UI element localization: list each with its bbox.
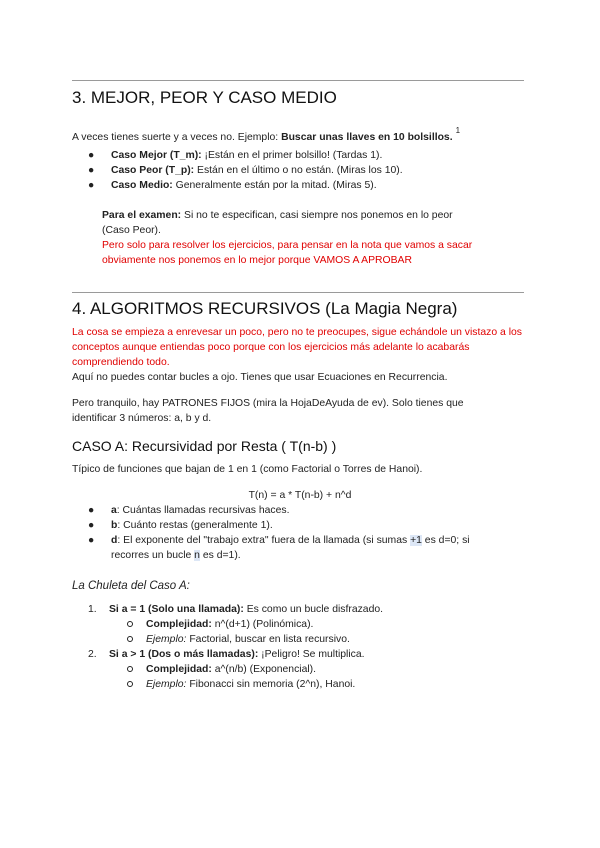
- sub-text: n^(d+1) (Polinómica).: [211, 619, 314, 630]
- sub-text: Fibonacci sin memoria (2^n), Hanoi.: [186, 679, 356, 690]
- bullet-icon: ●: [88, 520, 95, 531]
- item-label: Si a > 1 (Dos o más llamadas):: [109, 649, 259, 660]
- exam-note: [102, 208, 482, 238]
- caso-a-intro: Típico de funciones que bajan de 1 en 1 (como Factorial o Torres de Hanoi).: [72, 464, 423, 475]
- bullet-label: a: [111, 505, 117, 516]
- item-number: 1.: [88, 604, 97, 615]
- item-heading: [109, 647, 509, 662]
- bullet-label: Caso Medio:: [111, 180, 173, 191]
- circle-bullet-icon: [127, 632, 133, 647]
- sub-item: [146, 662, 526, 677]
- bullet-text: es d=0; si recorres un bucle: [111, 535, 470, 561]
- footnote-ref[interactable]: 1: [455, 126, 461, 135]
- bullet-text: es d=1).: [199, 550, 241, 561]
- sub-label: Ejemplo:: [146, 634, 187, 645]
- section-divider: [72, 292, 524, 293]
- recurrence-formula: T(n) = a * T(n-b) + n^d: [248, 490, 352, 501]
- bullet-label: Caso Mejor (T_m):: [111, 150, 202, 161]
- bullet-text: : El exponente del "trabajo extra" fuera de la llamada (si sumas: [117, 535, 411, 546]
- bullet-label: d: [111, 535, 118, 546]
- bullet-icon: ●: [88, 505, 95, 516]
- bullet-icon: ●: [88, 165, 95, 176]
- bullet-text: Están en el último o no están. (Miras los 10).: [194, 165, 403, 176]
- exam-note-red: Pero solo para resolver los ejercicios, para pensar en la nota que vamos a sacar obviamente nos ponemos en lo mejor porque VAMOS A APROBAR: [102, 240, 473, 266]
- item-text: ¡Peligro! Se multiplica.: [258, 649, 365, 660]
- sub-label: Ejemplo:: [146, 679, 187, 690]
- sub-item: [146, 677, 526, 692]
- bullet-text: Generalmente están por la mitad. (Miras 5).: [172, 180, 377, 191]
- circle-bullet-icon: [127, 662, 133, 677]
- chuleta-title: La Chuleta del Caso A:: [72, 580, 190, 592]
- section-4-line: Aquí no puedes contar bucles a ojo. Tienes que usar Ecuaciones en Recurrencia.: [72, 372, 448, 383]
- sub-item: [146, 617, 526, 632]
- bullet-icon: ●: [88, 180, 95, 191]
- item-label: Si a = 1 (Solo una llamada):: [109, 604, 244, 615]
- bullet-icon: ●: [88, 535, 95, 546]
- circle-bullet-icon: [127, 677, 133, 692]
- sub-label: Complejidad:: [146, 664, 212, 675]
- section-4-title: 4. ALGORITMOS RECURSIVOS (La Magia Negra): [72, 299, 458, 318]
- bullet-text: : Cuántas llamadas recursivas haces.: [116, 505, 290, 516]
- bullet-label: b: [111, 520, 118, 531]
- intro-text: A veces tienes suerte y a veces no. Ejemplo:: [72, 132, 282, 143]
- section-4-red-intro: La cosa se empieza a enrevesar un poco, pero no te preocupes, sigue echándole un vistazo a los conceptos aunque entiendas poco porque con los ejercicios más adelante lo acabarás comprendiendo todo.: [72, 327, 522, 368]
- sub-label: Complejidad:: [146, 619, 212, 630]
- section-3-intro: [72, 123, 492, 145]
- item-number: 2.: [88, 649, 97, 660]
- item-text: Es como un bucle disfrazado.: [243, 604, 384, 615]
- section-divider: [72, 80, 524, 81]
- sub-item: [146, 632, 526, 647]
- bullet-label: Caso Peor (T_p):: [111, 165, 195, 176]
- bullet-text: ¡Están en el primer bolsillo! (Tardas 1).: [201, 150, 383, 161]
- item-heading: [109, 602, 509, 617]
- highlight: n: [194, 550, 200, 561]
- note-label: Para el examen:: [102, 210, 182, 221]
- section-4-line: Pero tranquilo, hay PATRONES FIJOS (mira la HojaDeAyuda de ev). Solo tienes que identificar 3 números: a, b y d.: [72, 398, 464, 424]
- sub-text: a^(n/b) (Exponencial).: [211, 664, 317, 675]
- highlight: +1: [410, 535, 422, 546]
- note-text: Si no te especifican, casi siempre nos ponemos en lo peor (Caso Peor).: [102, 210, 453, 236]
- section-3-title: 3. MEJOR, PEOR Y CASO MEDIO: [72, 88, 337, 107]
- sub-text: Factorial, buscar en lista recursivo.: [186, 634, 350, 645]
- bullet-text: : Cuánto restas (generalmente 1).: [117, 520, 273, 531]
- bullet-icon: ●: [88, 150, 95, 161]
- circle-bullet-icon: [127, 617, 133, 632]
- caso-a-title: CASO A: Recursividad por Resta ( T(n-b) ): [72, 438, 337, 454]
- intro-bold: Buscar unas llaves en 10 bolsillos.: [281, 132, 453, 143]
